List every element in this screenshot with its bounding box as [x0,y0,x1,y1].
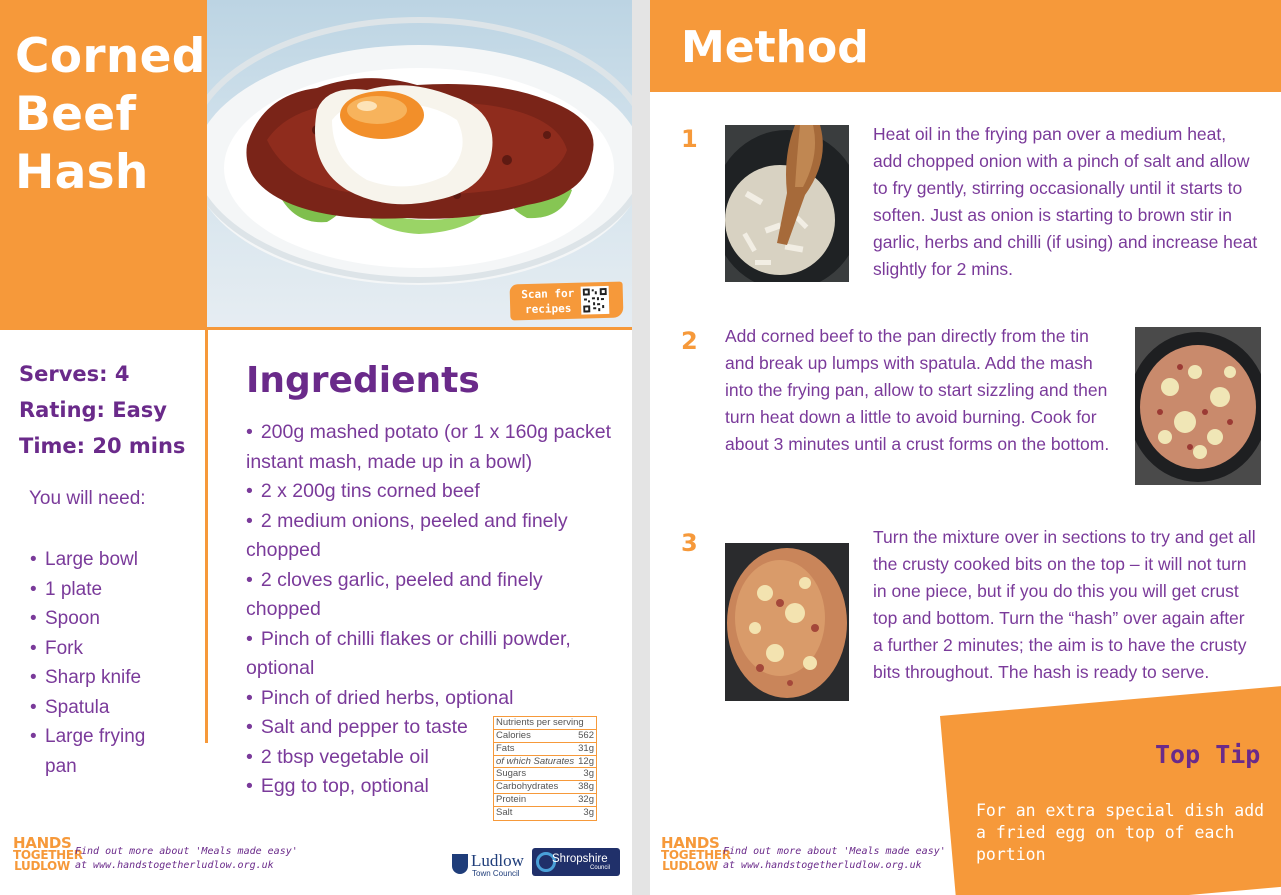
list-item: • Pinch of dried herbs, optional [246,686,514,709]
recipe-meta [19,356,185,464]
hands-together-ludlow-logo[interactable]: HANDS TOGETHER LUDLOW [13,834,83,873]
method-page [650,0,1281,895]
table-row: Sugars 3g [496,768,594,780]
list-item: • 200g mashed potato (or 1 x 160g packet instant mash, made up in a bowl) [246,421,611,473]
list-item: • Fork [30,634,200,664]
list-item: • 2 medium onions, peeled and finely chopped [246,509,568,561]
list-item: • 1 plate [30,575,200,605]
time-label: Time: 20 mins [19,434,186,458]
step-text: Turn the mixture over in sections to try and get all the crusty cooked bits on the top – it will not turn in one piece, but if you do this you will get crust top and bottom. Turn the “hash” over again after a further 2 minutes; the aim is to have the crusty bits throughout. The hash is ready to serve. [873,527,1256,682]
list-item: • Spatula [30,693,200,723]
list-item: • 2 x 200g tins corned beef [246,480,480,502]
step-text: Heat oil in the frying pan over a medium heat, add chopped onion with a pinch of salt and allow to fry gently, stirring occasionally until it starts to soften. Just as onion is starting to brown stir in garlic, herbs and chilli (if using) and increase heat slightly for 2 mins. [873,124,1258,279]
step-number: 1 [681,125,698,153]
title-block [0,0,207,327]
list-item: • 2 cloves garlic, peeled and finely chopped [246,568,543,620]
ludlow-town-council-logo[interactable]: Ludlow Town Council [452,852,524,878]
scan-badge-label: Scan for recipes [521,286,575,317]
list-item: • Large frying pan [30,722,170,781]
footer-info: Find out more about 'Meals made easy' at www.handstogetherludlow.org.uk [75,846,298,871]
recipe-page [0,0,632,895]
step-number: 2 [681,327,698,355]
equipment-list [30,545,200,781]
list-item: • Pinch of chilli flakes or chilli powder, optional [246,627,571,679]
serves-label: Serves: 4 [19,362,130,386]
list-item: • Sharp knife [30,663,200,693]
list-item: • Salt and pepper to taste [246,716,468,738]
list-item: • 2 tbsp vegetable oil [246,745,429,768]
step-number: 3 [681,529,698,557]
footer-info: Find out more about 'Meals made easy' at www.handstogetherludlow.org.uk [723,846,946,871]
column-divider [205,327,208,743]
step-2-photo [1135,327,1261,485]
ingredients-heading: Ingredients [246,360,480,401]
shropshire-council-logo[interactable]: Shropshire Council [532,848,620,876]
step-text: Add corned beef to the pan directly from the tin and break up lumps with spatula. Add the mash into the frying pan, allow to start sizzling and then turn heat down a little to avoid burning. Cook for about 3 minutes until a crust forms on the bottom. [725,326,1110,454]
nutrition-heading: Nutrients per serving [494,717,596,730]
recipe-title-line: Hash [15,145,149,200]
shield-icon [452,854,468,874]
recipe-title-line: Beef [15,87,137,142]
you-will-need-label: You will need: [29,488,146,509]
qr-code-icon[interactable] [581,286,610,315]
step-1-photo [725,125,849,282]
top-tip-title: Top Tip [1155,740,1261,769]
top-tip-text: For an extra special dish add a fried egg on top of each portion [976,801,1265,864]
hands-together-ludlow-logo[interactable]: HANDS TOGETHER LUDLOW [661,834,731,873]
table-row: Carbohydrates 38g [496,781,594,793]
nutrition-table [493,716,597,821]
scan-for-recipes-badge[interactable] [510,282,624,321]
method-header [650,0,1281,92]
list-item: • Spoon [30,604,200,634]
rating-label: Rating: Easy [19,398,167,422]
dish-illustration [207,0,632,327]
recipe-title-line: Corned [15,29,206,84]
dish-photo [207,0,632,327]
table-row: Calories 562 [496,730,594,741]
list-item: • Large bowl [30,545,200,575]
step-3-photo [725,543,849,701]
list-item: • Egg to top, optional [246,775,429,797]
method-title: Method [681,22,869,73]
table-row: Protein 32g [496,793,594,805]
table-row: Fats 31g [496,742,594,754]
table-row: of which Saturates 12g [496,755,594,767]
table-row: Salt 3g [496,806,594,818]
section-divider [0,327,632,330]
